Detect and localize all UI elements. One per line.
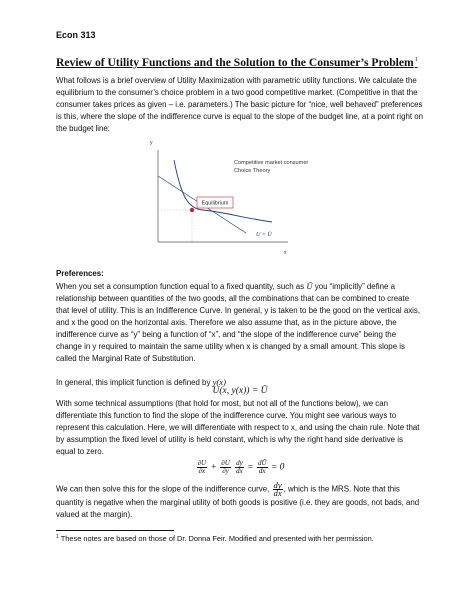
term2-fraction <box>220 460 231 475</box>
term1-fraction <box>197 460 208 475</box>
term4-numerator: dŪ <box>257 459 267 467</box>
footnote-divider <box>56 530 174 531</box>
term1-denominator: ∂x <box>198 467 206 475</box>
y-axis-label: y <box>150 140 153 146</box>
preferences-heading: Preferences: <box>56 269 104 278</box>
solve-text-1: We can then solve this for the slope of the indifference curve, <box>56 484 270 494</box>
preferences-text-1: When you set a consumption function equal to a fixed quantity, such as <box>56 282 305 291</box>
solve-paragraph <box>56 482 424 521</box>
implicit-func: y(x) <box>212 377 226 387</box>
x-axis-label: x <box>284 250 287 256</box>
term3-fraction <box>235 460 244 475</box>
equals-sign: = <box>247 462 254 473</box>
document-title <box>56 56 428 69</box>
mrs-denominator: dx <box>273 488 282 498</box>
title-text: Review of Utility Functions and the Solution to the Consumer’s Problem <box>56 56 414 69</box>
term3-denominator: dx <box>236 467 243 475</box>
footnote-mark: 1 <box>56 534 59 540</box>
term2-denominator: ∂y <box>222 467 229 475</box>
derivative-equation <box>56 460 424 475</box>
term3-numerator: dy <box>236 459 243 467</box>
term4-denominator: dx <box>258 467 266 475</box>
technical-paragraph: With some technical assumptions (that hold for most, but not all of the functions below), we can differentiate this function to find the slope of the indifference curve. You might see various ways to represent this calculation. Here, we will differentiate with respect to x, and using the chain rule. Note that by assumption the fixed level of utility is held constant, which is why the right hand side derivative is equal to zero. <box>56 399 420 456</box>
equilibrium-label: Equilibrium <box>201 200 229 207</box>
figure-caption-line1: Competitive market consumer <box>234 160 309 166</box>
mrs-fraction <box>273 482 283 497</box>
term1-numerator: ∂U <box>197 459 207 467</box>
utility-figure <box>146 138 318 261</box>
footnote <box>56 534 374 543</box>
implicit-text: In general, this implicit function is defined by <box>56 378 211 387</box>
intro-paragraph: What follows is a brief overview of Utility Maximization with parametric utility functions. We calculate the equilibrium to the consumer’s choice problem in a two good competitive market. (Competitive in that the consumer takes prices as given – i.e. parameters.) The basic picture for “nice, well behaved” preferences is this, where the slope of the indifference curve is equal to the slope of the budget line, at a point right on the budget line: <box>56 76 424 133</box>
preferences-paragraph <box>56 280 424 365</box>
term4-fraction <box>257 460 268 475</box>
equilibrium-dot <box>190 208 194 212</box>
implicit-equation: U(x, y(x)) = Ū <box>212 386 268 396</box>
course-header: Econ 313 <box>56 30 96 40</box>
footnote-text: These notes are based on those of Dr. Donna Feir. Modified and presented with her permission. <box>60 534 374 543</box>
figure-caption-line2: Choice Theory <box>234 168 271 174</box>
ubar-symbol: Ū <box>306 281 313 291</box>
mrs-numerator: dy <box>273 480 282 490</box>
title-footnote-mark: 1 <box>414 57 418 63</box>
equation-rhs: = 0 <box>270 462 285 473</box>
figure-svg <box>146 138 318 256</box>
solve-text-2: , which is the MRS. Note that this quantity is negative when the marginal utility of both goods is positive (i.e. they are goods, not bads, and valued at the margin). <box>56 484 420 519</box>
curve-label: U = Ū <box>256 232 272 238</box>
term2-numerator: ∂U <box>221 459 230 467</box>
plus-sign: + <box>210 462 217 473</box>
preferences-text-2: you “implicitly” define a relationship between quantities of the two goods, all the combinations that can be combined to create that level of utility. This is an Indifference Curve. In general, y is taken to be the good on the vertical axis, and x the good on the horizontal axis. Therefore we also assume that, as in the picture above, the indifference curve as “y” being a function of “x”, and “the slope of the indifference curve” being the change in y required to maintain the same utility when x is changed by a small amount. This slope is called the Marginal Rate of Substitution. <box>56 282 421 363</box>
